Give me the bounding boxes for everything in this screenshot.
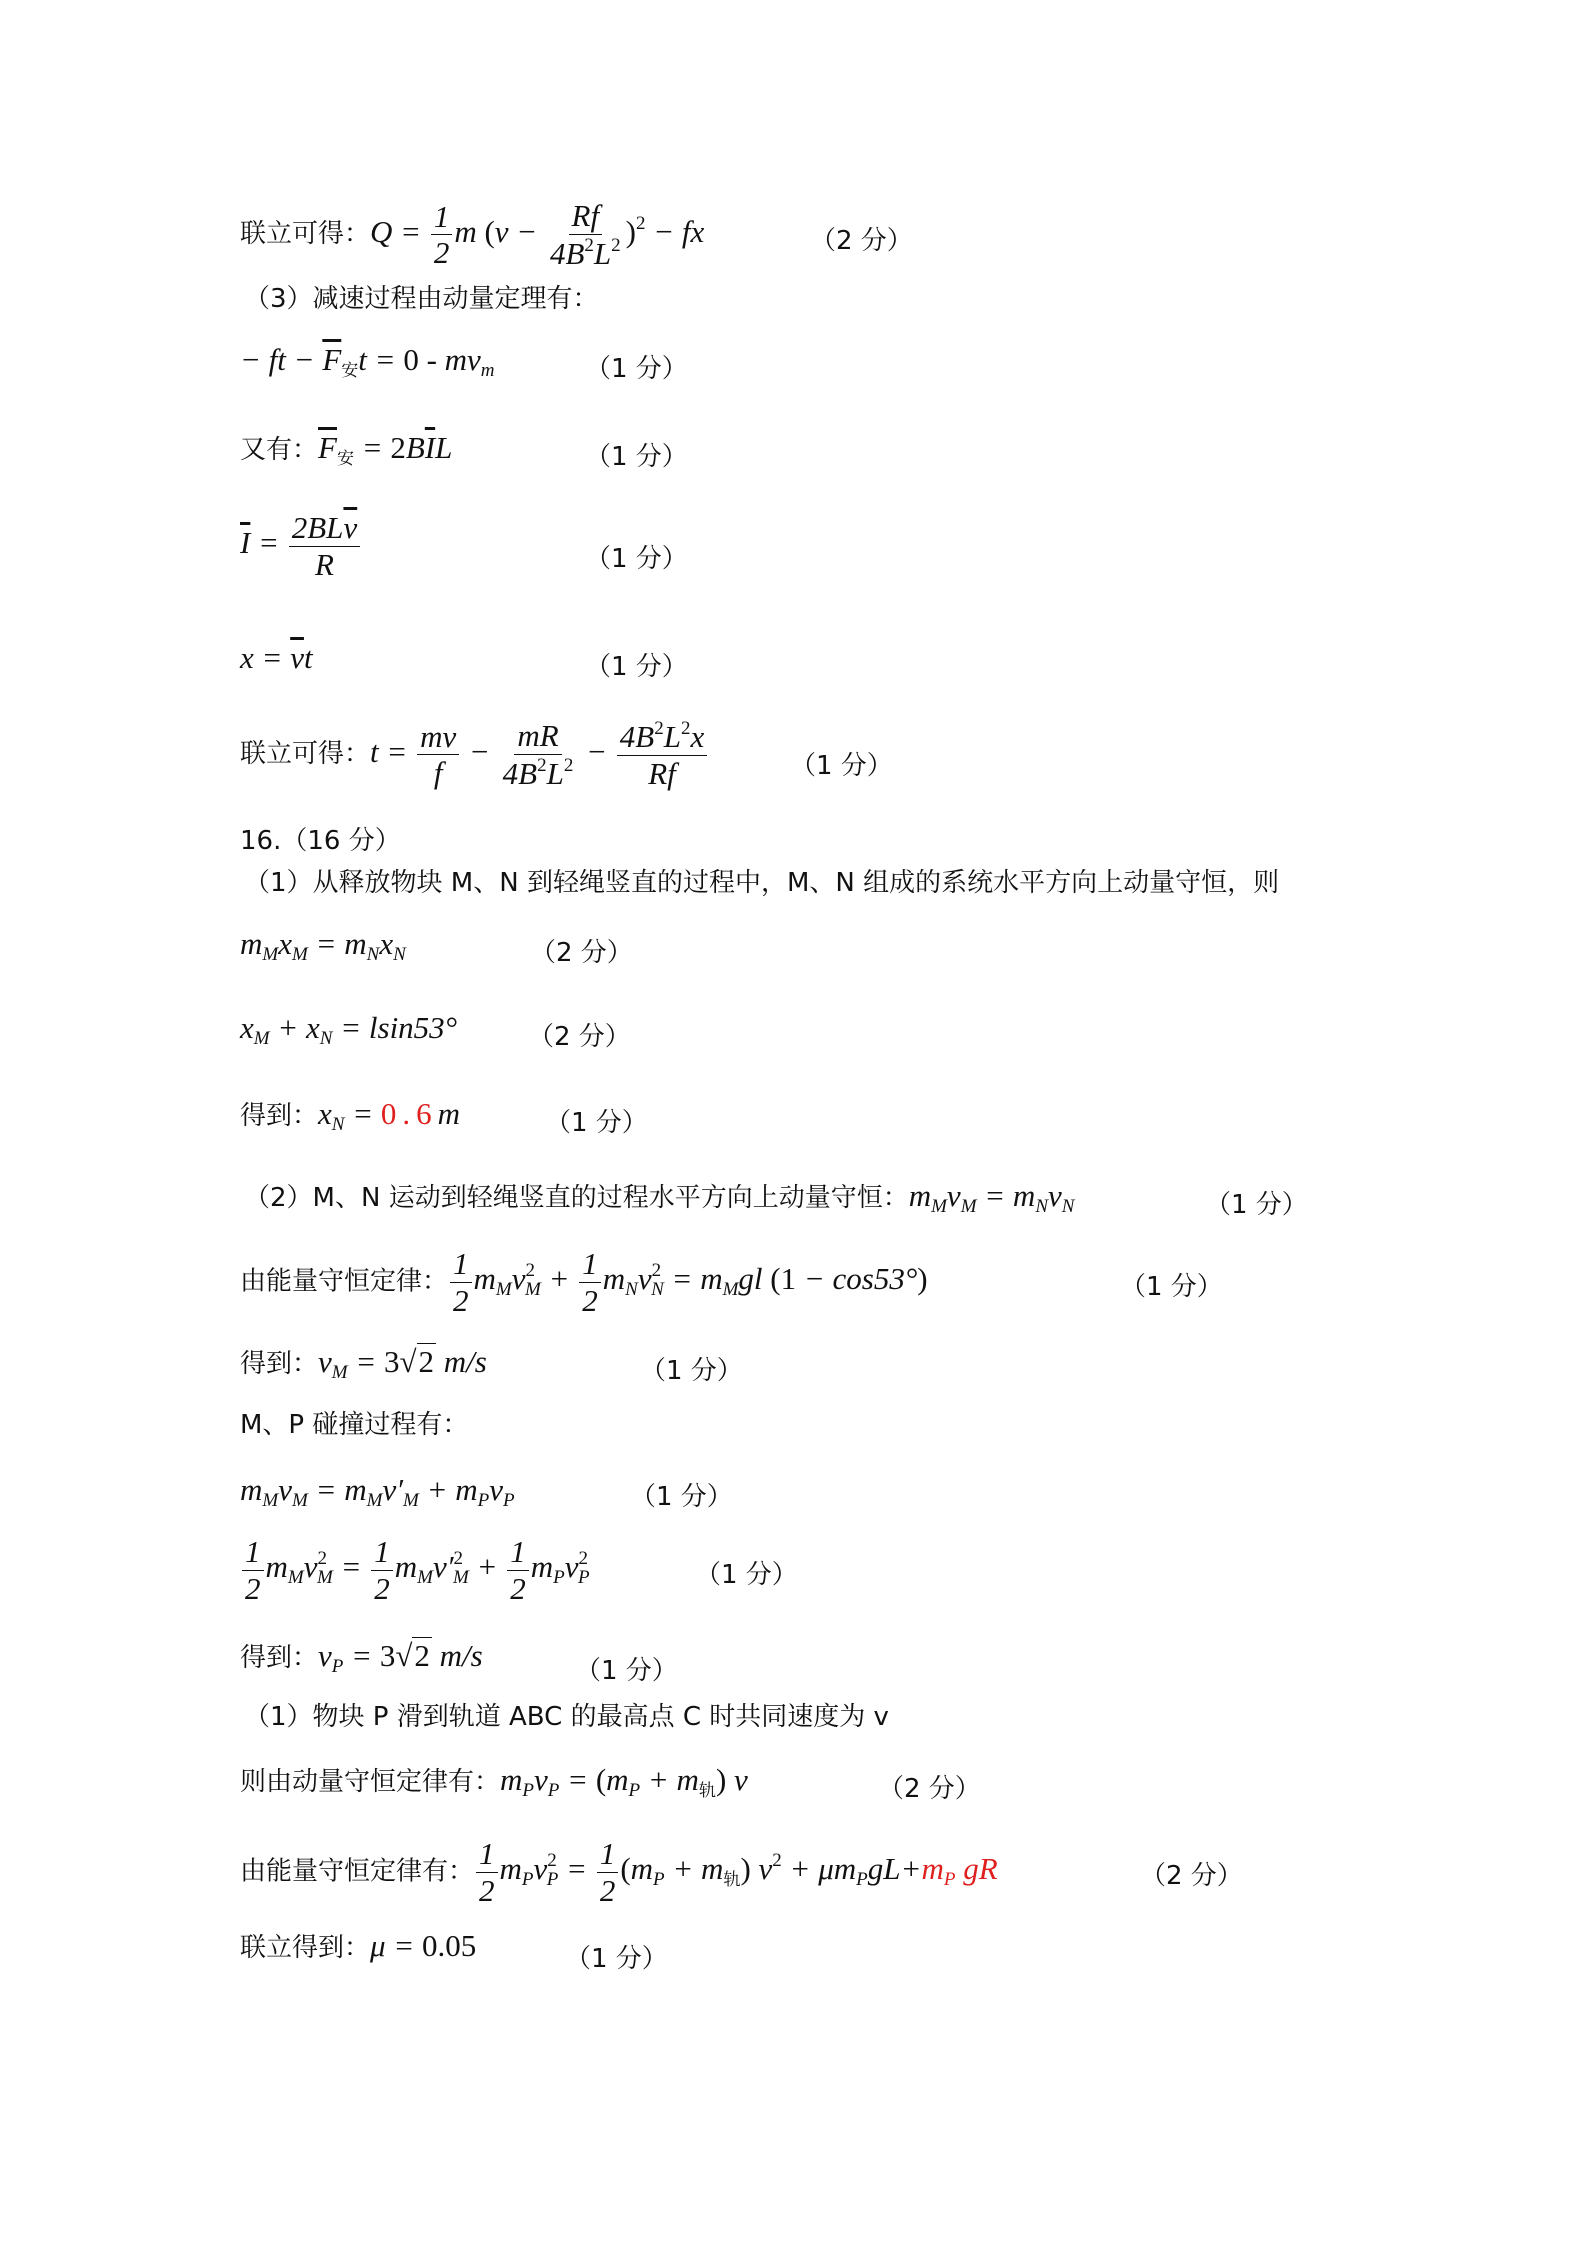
score-6: （1 分） xyxy=(585,652,688,682)
line-20: （1）物块 P 滑到轨道 ABC 的最高点 C 时共同速度为 v xyxy=(244,1702,889,1732)
line-12 xyxy=(240,1098,460,1134)
score-1: （2 分） xyxy=(810,226,913,256)
line-11 xyxy=(240,1012,457,1048)
line-prefix: 得到： xyxy=(240,1643,319,1673)
formula-sum-x: $x_M + x_N = lsin53^\circ$ xyxy=(240,1010,458,1049)
line-14 xyxy=(240,1246,928,1318)
score-19: （1 分） xyxy=(575,1656,678,1686)
line-10 xyxy=(240,928,406,964)
score-18: （1 分） xyxy=(695,1560,798,1590)
line-22 xyxy=(240,1836,998,1908)
line-prefix: 联立可得： xyxy=(240,218,371,249)
score-17: （1 分） xyxy=(630,1482,733,1512)
score-5: （1 分） xyxy=(585,544,688,574)
line-6 xyxy=(240,642,313,673)
line-prefix: 又有： xyxy=(240,435,319,465)
formula-vm: $v_M = 3√2$ m/s xyxy=(318,1344,487,1383)
line-prefix: 联立可得： xyxy=(240,738,371,769)
line-3 xyxy=(240,344,495,380)
line-prefix: 得到： xyxy=(240,1349,319,1379)
formula-time: t = $\frac{mv}{f}$ − $\frac{mR}{4B^2L^2}$ − $\frac{4B^2L^2x}{Rf}$ xyxy=(370,734,709,769)
line-1 xyxy=(240,198,704,271)
line-21 xyxy=(240,1764,748,1800)
score-14: （1 分） xyxy=(1120,1272,1223,1302)
line-prefix: 联立得到： xyxy=(240,1933,371,1963)
score-7: （1 分） xyxy=(790,751,893,781)
line-19 xyxy=(240,1640,483,1676)
score-11: （2 分） xyxy=(528,1022,631,1052)
formula-q: Q = $\frac{1}{2}$ m (v − $\frac{Rf}{4B^2L^2}$ )$^2$ − fx xyxy=(370,198,705,271)
score-3: （1 分） xyxy=(585,354,688,384)
line-13 xyxy=(244,1180,1074,1216)
line-prefix: 由能量守恒定律有： xyxy=(240,1856,475,1887)
formula-collision-momentum: $m_Mv_M = m_Mv'_M + m_Pv_P$ xyxy=(240,1472,515,1511)
score-21: （2 分） xyxy=(878,1774,981,1804)
formula-momentum-v: $m_Mv_M = m_Nv_N$ xyxy=(908,1178,1075,1217)
score-12: （1 分） xyxy=(545,1108,648,1138)
score-22: （2 分） xyxy=(1140,1861,1243,1891)
section-heading: 16.（16 分） xyxy=(240,826,401,856)
line-7 xyxy=(240,718,709,791)
line-16: M、P 碰撞过程有： xyxy=(240,1410,469,1440)
line-text: （2）M、N 运动到轻绳竖直的过程水平方向上动量守恒： xyxy=(244,1183,909,1213)
line-18 xyxy=(240,1534,590,1606)
line-prefix: 则由动量守恒定律有： xyxy=(240,1767,501,1797)
formula-current: $\overline{I}$ = $\frac{2BL\overline{v}}{R}$ xyxy=(240,525,362,560)
score-13: （1 分） xyxy=(1205,1190,1308,1220)
formula-energy: $\frac{1}{2}$ $m_Mv^2_M$ + $\frac{1}{2}$ $m_Nv^2_N = m_Mgl$ (1 − cos53°) xyxy=(448,1261,928,1296)
line-5 xyxy=(240,510,362,582)
formula-mu: μ = 0.05 xyxy=(370,1928,477,1963)
line-4 xyxy=(240,432,452,468)
formula-xn: $x_N = 0.6m$ xyxy=(318,1096,461,1135)
formula-collision-energy: $\frac{1}{2}$ $m_Mv^2_M$ = $\frac{1}{2}$ $m_Mv'^2_M$ + $\frac{1}{2}$ $m_Pv^2_P$ xyxy=(240,1549,590,1584)
score-23: （1 分） xyxy=(565,1944,668,1974)
formula-distance: $x = \overline{v}t$ xyxy=(240,640,313,675)
line-23 xyxy=(240,1930,476,1961)
score-4: （1 分） xyxy=(585,442,688,472)
formula-c-energy: $\frac{1}{2}$ $m_Pv^2_P$ = $\frac{1}{2}$ ($m_P + m$轨) $v^2 + \mu m_PgL+m_P$ gR xyxy=(474,1851,998,1886)
line-prefix: 得到： xyxy=(240,1101,319,1131)
formula-force: $\overline{F}$安 = $2B\overline{I}L$ xyxy=(318,430,453,469)
formula-momentum-x: $m_Mx_M = m_Nx_N$ xyxy=(240,926,406,965)
formula-vp: $v_P = 3√2$ m/s xyxy=(318,1638,483,1677)
score-10: （2 分） xyxy=(530,938,633,968)
line-17 xyxy=(240,1474,515,1510)
line-15 xyxy=(240,1346,487,1382)
score-15: （1 分） xyxy=(640,1356,743,1386)
line-9: （1）从释放物块 M、N 到轻绳竖直的过程中，M、N 组成的系统水平方向上动量守恒，则 xyxy=(244,868,1280,898)
formula-c-momentum: $m_Pv_P = (m_P + m$轨) v xyxy=(500,1762,748,1801)
line-2: （3）减速过程由动量定理有： xyxy=(244,284,599,314)
formula-impulse: − ft − $\overline{F}$安$t = 0 - mv_m$ xyxy=(240,342,495,381)
line-prefix: 由能量守恒定律： xyxy=(240,1266,449,1297)
